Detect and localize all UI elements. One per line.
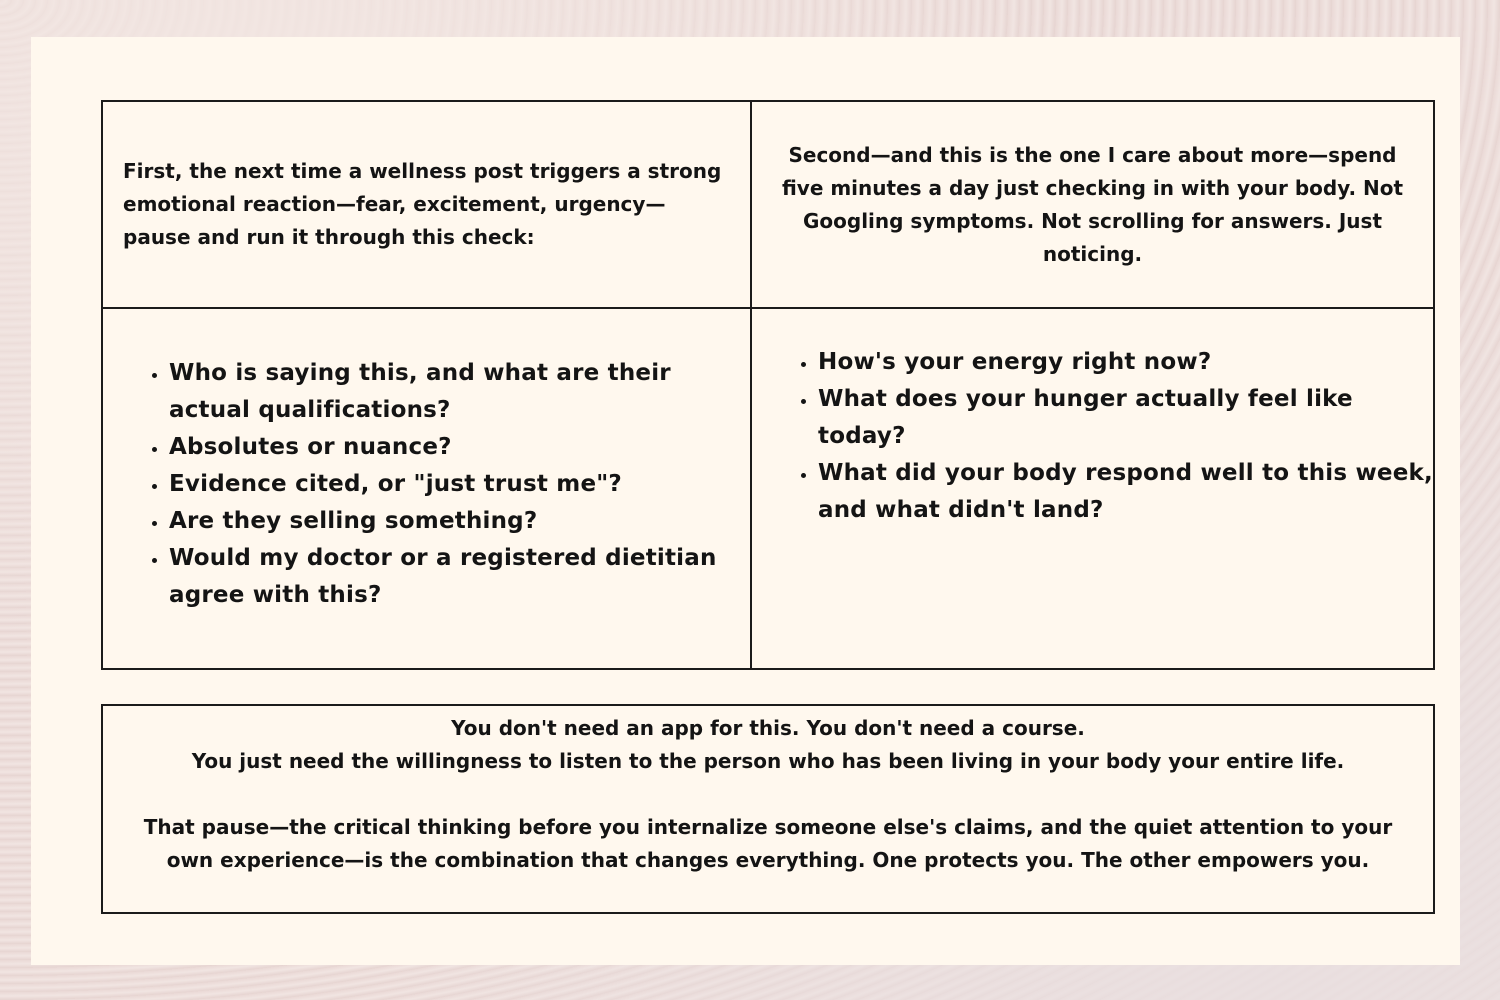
closing-line-1: You don't need an app for this. You don't need a course. xyxy=(451,716,1085,740)
second-step-cell xyxy=(752,102,1433,309)
list-item: • Who is saying this, and what are their actual qualifications? xyxy=(169,355,750,429)
two-column-table xyxy=(101,100,1435,670)
list-item: • Would my doctor or a registered dietitian agree with this? xyxy=(169,540,750,614)
list-item: • What does your hunger actually feel like today? xyxy=(818,381,1433,455)
list-item: • How's your energy right now? xyxy=(818,344,1433,381)
check-questions-list xyxy=(103,355,750,614)
body-questions-list xyxy=(752,344,1433,529)
list-item: • Are they selling something? xyxy=(169,503,750,540)
first-step-cell xyxy=(103,102,752,309)
body-questions-cell xyxy=(752,309,1433,668)
check-questions-cell xyxy=(103,309,752,668)
closing-paragraph: That pause—the critical thinking before you internalize someone else's claims, and the quiet attention to your own experience—is the combination that changes everything. One protects you. The other empowers you. xyxy=(143,815,1393,872)
closing-box xyxy=(101,704,1435,914)
content-card xyxy=(31,37,1460,965)
list-item: • Evidence cited, or "just trust me"? xyxy=(169,466,750,503)
first-step-intro: First, the next time a wellness post triggers a strong emotional reaction—fear, excitement, urgency—pause and run it through this check: xyxy=(123,159,722,249)
second-step-intro: Second—and this is the one I care about more—spend five minutes a day just checking in with your body. Not Googling symptoms. Not scrolling for answers. Just noticing. xyxy=(781,142,1404,266)
list-item: • What did your body respond well to this week, and what didn't land? xyxy=(818,455,1433,529)
list-item: • Absolutes or nuance? xyxy=(169,429,750,466)
closing-line-2: You just need the willingness to listen to the person who has been living in your body your entire life. xyxy=(191,749,1345,773)
